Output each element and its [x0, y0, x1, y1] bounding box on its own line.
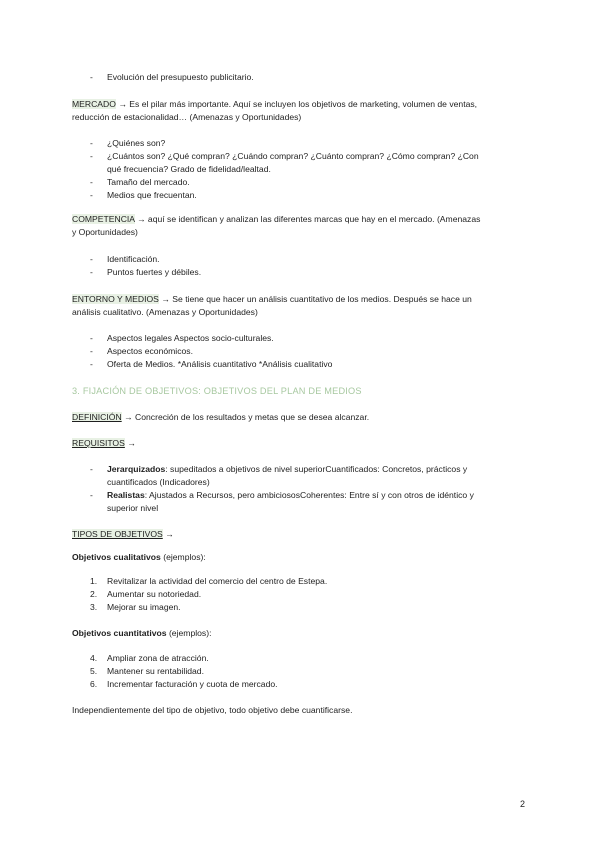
list-item-continuation: superior nivel	[107, 503, 159, 513]
mercado-label: MERCADO	[72, 99, 116, 109]
definicion-text: → Concreción de los resultados y metas que se desea alcanzar.	[121, 412, 370, 422]
list-item: ¿Cuántos son? ¿Qué compran? ¿Cuándo compran? ¿Cuánto compran? ¿Cómo compran? ¿Con	[107, 151, 479, 161]
requisitos-paragraph	[72, 437, 532, 450]
section-heading: 3. FIJACIÓN DE OBJETIVOS: OBJETIVOS DEL PLAN DE MEDIOS	[72, 386, 362, 396]
list-item: Incrementar facturación y cuota de mercado.	[107, 679, 278, 689]
list-number: 2.	[90, 589, 98, 599]
list-bullet: -	[90, 490, 93, 500]
list-bullet: -	[90, 177, 93, 187]
mercado-text-line2: reducción de estacionalidad… (Amenazas y Oportunidades)	[72, 112, 302, 122]
cuantitativos-label: Objetivos cuantitativos	[72, 628, 167, 638]
list-item: ¿Quiénes son?	[107, 138, 166, 148]
cualitativos-suffix: (ejemplos):	[160, 552, 206, 562]
requisito-text: : supeditados a objetivos de nivel superiorCuantificados: Concretos, prácticos y	[165, 464, 468, 474]
competencia-text-line2: y Oportunidades)	[72, 227, 138, 237]
mercado-text-line1: → Es el pilar más importante. Aquí se incluyen los objetivos de marketing, volumen de ventas,	[115, 99, 478, 109]
list-item: Mantener su rentabilidad.	[107, 666, 204, 676]
entorno-paragraph	[72, 293, 532, 306]
mercado-paragraph	[72, 98, 532, 111]
closing-paragraph: Independientemente del tipo de objetivo, todo objetivo debe cuantificarse.	[72, 705, 353, 715]
list-bullet: -	[90, 138, 93, 148]
list-item: Identificación.	[107, 254, 160, 264]
list-item: Aumentar su notoriedad.	[107, 589, 202, 599]
definicion-label: DEFINICIÓN	[72, 412, 122, 422]
list-number: 5.	[90, 666, 98, 676]
cualitativos-label: Objetivos cualitativos	[72, 552, 161, 562]
cualitativos-heading	[72, 551, 532, 564]
list-item	[107, 489, 517, 502]
list-item: Oferta de Medios. *Análisis cuantitativo *Análisis cualitativo	[107, 359, 333, 369]
tipos-arrow: →	[162, 529, 174, 539]
list-item: Puntos fuertes y débiles.	[107, 267, 202, 277]
list-item: Medios que frecuentan.	[107, 190, 197, 200]
page-number: 2	[520, 799, 526, 809]
requisito-term: Realistas	[107, 490, 145, 500]
entorno-text-line2: análisis cualitativo. (Amenazas y Oportunidades)	[72, 307, 258, 317]
entorno-label: ENTORNO Y MEDIOS	[72, 294, 159, 304]
list-bullet: -	[90, 254, 93, 264]
list-item: Mejorar su imagen.	[107, 602, 181, 612]
definicion-paragraph	[72, 411, 532, 424]
list-item	[107, 463, 517, 476]
list-item: Evolución del presupuesto publicitario.	[107, 72, 254, 82]
list-item: Ampliar zona de atracción.	[107, 653, 209, 663]
list-bullet: -	[90, 333, 93, 343]
competencia-text-line1: → aquí se identifican y analizan las diferentes marcas que hay en el mercado. (Amenazas	[134, 214, 481, 224]
list-number: 6.	[90, 679, 98, 689]
list-number: 3.	[90, 602, 98, 612]
list-bullet: -	[90, 72, 93, 82]
list-number: 1.	[90, 576, 98, 586]
cuantitativos-heading	[72, 627, 532, 640]
list-bullet: -	[90, 359, 93, 369]
list-item: Aspectos legales Aspectos socio-culturales.	[107, 333, 274, 343]
requisitos-label: REQUISITOS	[72, 438, 125, 448]
cuantitativos-suffix: (ejemplos):	[166, 628, 212, 638]
list-item: Aspectos económicos.	[107, 346, 193, 356]
list-item: Revitalizar la actividad del comercio del centro de Estepa.	[107, 576, 328, 586]
tipos-label: TIPOS DE OBJETIVOS	[72, 529, 163, 539]
list-bullet: -	[90, 190, 93, 200]
tipos-paragraph	[72, 528, 532, 541]
list-bullet: -	[90, 346, 93, 356]
entorno-text-line1: → Se tiene que hacer un análisis cuantitativo de los medios. Después se hace un	[158, 294, 472, 304]
list-bullet: -	[90, 151, 93, 161]
requisito-text: : Ajustados a Recursos, pero ambiciososCoherentes: Entre sí y con otros de idéntico y	[144, 490, 474, 500]
list-item: Tamaño del mercado.	[107, 177, 190, 187]
list-item-continuation: cuantificados (Indicadores)	[107, 477, 210, 487]
list-item-continuation: qué frecuencia? Grado de fidelidad/lealtad.	[107, 164, 271, 174]
requisitos-arrow: →	[124, 438, 136, 448]
list-number: 4.	[90, 653, 98, 663]
list-bullet: -	[90, 267, 93, 277]
competencia-label: COMPETENCIA	[72, 214, 135, 224]
list-bullet: -	[90, 464, 93, 474]
requisito-term: Jerarquizados	[107, 464, 166, 474]
competencia-paragraph	[72, 213, 532, 226]
